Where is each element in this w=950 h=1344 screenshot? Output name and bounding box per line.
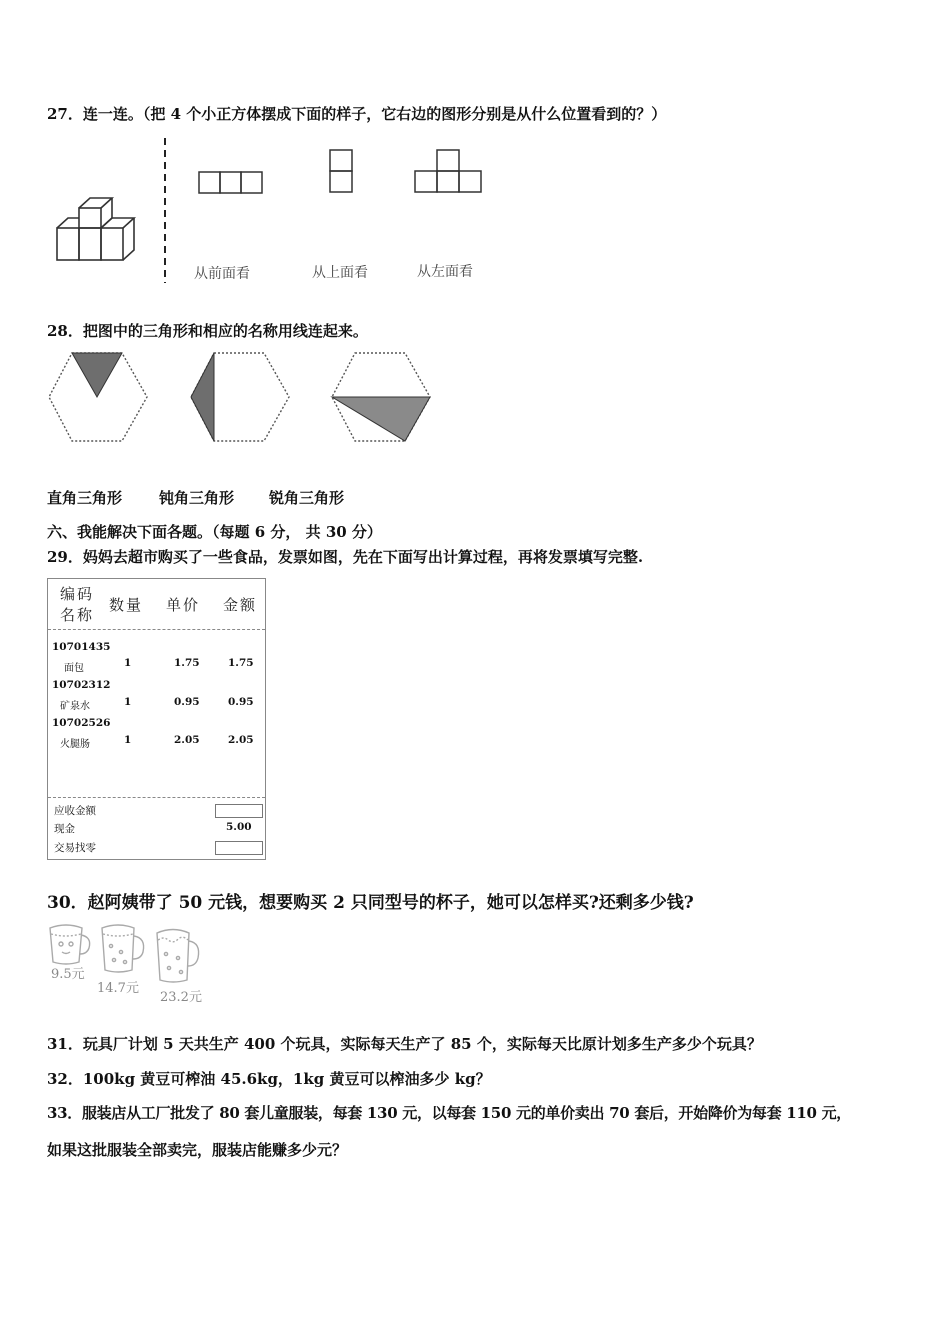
question-33-line1: 33．服装店从工厂批发了 80 套儿童服装，每套 130 元，以每套 150 元的单价卖出 70 套后，开始降价为每套 110 元， [47, 1104, 851, 1122]
question-28: 28．把图中的三角形和相应的名称用线连起来。 [47, 322, 368, 340]
receipt-due-box[interactable] [215, 804, 263, 818]
receipt-item-name: 火腿肠 [60, 739, 90, 750]
receipt [47, 578, 266, 860]
left-view-figure [414, 149, 484, 195]
cup-price-1: 9.5元 [51, 967, 85, 982]
view-label-left: 从左面看 [417, 264, 473, 280]
receipt-header-name: 名称 [60, 606, 95, 624]
receipt-item-code: 10702526 [52, 717, 111, 729]
receipt-item-amount: 0.95 [228, 696, 254, 708]
receipt-item-amount: 2.05 [228, 734, 254, 746]
hexagon-figure-1 [47, 352, 149, 442]
cube-stack-figure [50, 190, 150, 265]
receipt-change-box[interactable] [215, 841, 263, 855]
receipt-due-label: 应收金额 [54, 805, 96, 817]
cup-icon [99, 922, 147, 976]
receipt-divider-top [48, 629, 265, 630]
receipt-item-qty: 1 [124, 696, 132, 708]
receipt-item-price: 2.05 [174, 734, 200, 746]
dashed-divider [163, 138, 167, 283]
receipt-item-name: 面包 [64, 663, 84, 674]
receipt-item-price: 0.95 [174, 696, 200, 708]
receipt-header-amount: 金额 [223, 596, 258, 614]
view-label-top: 从上面看 [312, 265, 368, 281]
receipt-item-price: 1.75 [174, 657, 200, 669]
triangle-name-obtuse: 钝角三角形 [159, 489, 235, 507]
triangle-name-acute: 锐角三角形 [269, 489, 345, 507]
section-6-heading: 六、我能解决下面各题。（每题 6 分， 共 30 分） [47, 523, 382, 541]
question-32: 32．100kg 黄豆可榨油 45.6kg，1kg 黄豆可以榨油多少 kg？ [47, 1070, 491, 1088]
receipt-item-qty: 1 [124, 657, 132, 669]
receipt-divider-bottom [48, 797, 265, 798]
receipt-header-code: 编码 [60, 585, 95, 603]
receipt-item-code: 10702312 [52, 679, 111, 691]
top-view-figure [329, 149, 355, 195]
hexagon-figure-2 [189, 352, 291, 442]
question-30: 30．赵阿姨带了 50 元钱，想要购买 2 只同型号的杯子，她可以怎样买?还剩多少钱? [47, 893, 694, 913]
cup-price-3: 23.2元 [160, 990, 202, 1005]
question-27: 27．连一连。（把 4 个小正方体摆成下面的样子，它右边的图形分别是从什么位置看到的？） [47, 105, 667, 123]
receipt-change-label: 交易找零 [54, 842, 96, 854]
receipt-header-qty: 数量 [109, 596, 144, 614]
hexagon-figure-3 [330, 352, 432, 442]
cup-price-2: 14.7元 [97, 981, 139, 996]
receipt-cash-label: 现金 [54, 823, 75, 835]
cup-icon [47, 922, 93, 966]
view-label-front: 从前面看 [194, 266, 250, 282]
question-31: 31．玩具厂计划 5 天共生产 400 个玩具，实际每天生产了 85 个，实际每天比原计划多生产多少个玩具？ [47, 1035, 762, 1053]
receipt-cash-value: 5.00 [226, 821, 252, 833]
receipt-item-name: 矿泉水 [60, 701, 90, 712]
question-29: 29．妈妈去超市购买了一些食品，发票如图，先在下面写出计算过程，再将发票填写完整. [47, 548, 644, 566]
triangle-name-right: 直角三角形 [47, 489, 123, 507]
receipt-item-amount: 1.75 [228, 657, 254, 669]
receipt-header-price: 单价 [166, 596, 201, 614]
receipt-item-code: 10701435 [52, 641, 111, 653]
cup-icon [154, 926, 202, 986]
question-33-line2: 如果这批服装全部卖完，服装店能赚多少元？ [47, 1141, 348, 1159]
front-view-figure [198, 171, 266, 195]
receipt-item-qty: 1 [124, 734, 132, 746]
